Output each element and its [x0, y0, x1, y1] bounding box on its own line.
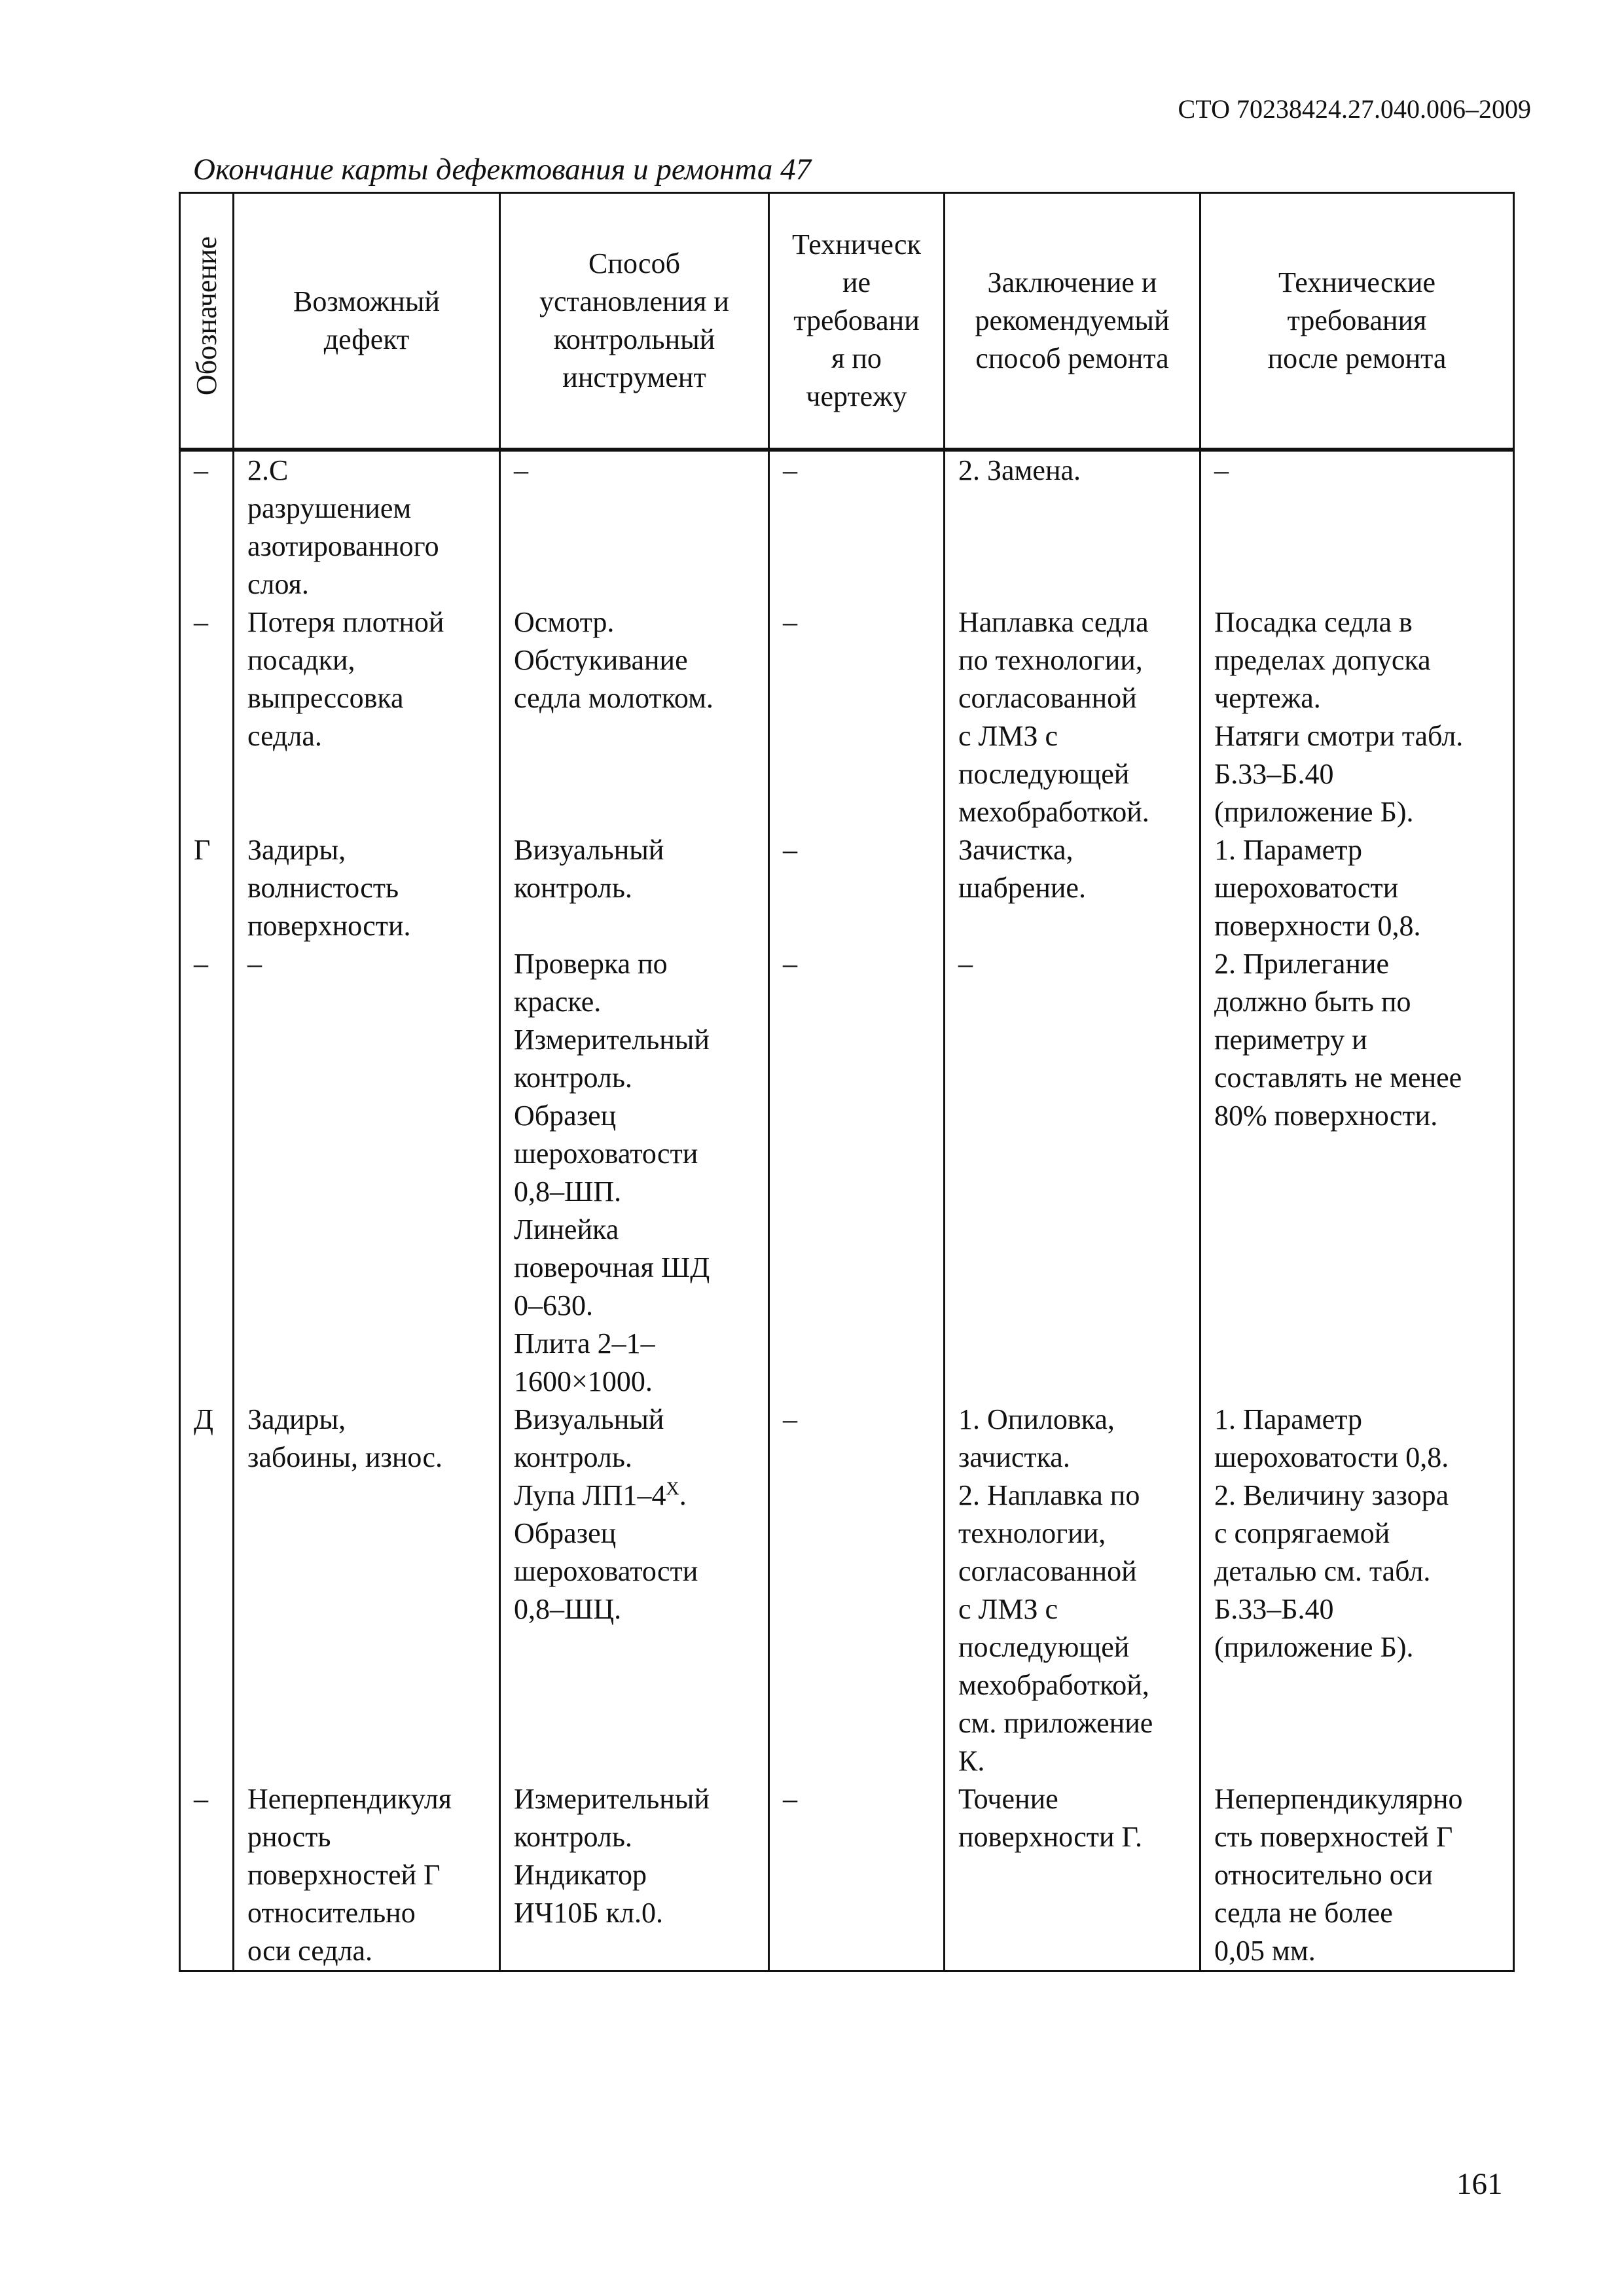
page-number: 161: [1456, 2167, 1503, 2201]
table-caption: Окончание карты дефектования и ремонта 47: [193, 152, 812, 187]
designation-cell: Г: [180, 831, 234, 945]
column-header-drawing-requirements: Техническ ие требовани я по чертежу: [769, 193, 945, 450]
document-code: СТО 70238424.27.040.006–2009: [1178, 94, 1531, 124]
table-row: [180, 603, 1514, 831]
drawing-requirements-cell: –: [769, 1780, 945, 1971]
column-header-defect: Возможный дефект: [234, 193, 500, 450]
conclusion-cell: Точение поверхности Г.: [945, 1780, 1200, 1971]
magnifier-line: Лупа $ЛП1-4^Х$.: [514, 1479, 687, 1511]
table-row: [180, 450, 1514, 603]
defect-cell: Задиры, волнистость поверхности.: [234, 831, 500, 945]
conclusion-cell: Наплавка седла по технологии, согласованной с ЛМЗ с последующей мехобработкой.: [945, 603, 1200, 831]
conclusion-cell: 1. Опиловка, зачистка. 2. Наплавка по технологии, согласованной с ЛМЗ с последующей мехобработкой, см. приложение К.: [945, 1401, 1200, 1780]
method-cell: –: [500, 450, 769, 603]
method-cell: Осмотр. Обстукивание седла молотком.: [500, 603, 769, 831]
defect-repair-table: [179, 192, 1515, 1972]
designation-cell: Д: [180, 1401, 234, 1780]
defect-cell: Задиры, забоины, износ.: [234, 1401, 500, 1780]
drawing-requirements-cell: –: [769, 945, 945, 1401]
designation-cell: –: [180, 603, 234, 831]
table-row: [180, 1780, 1514, 1971]
method-line: контроль.: [514, 1441, 632, 1473]
method-cell: Проверка по краске. Измерительный контроль. Образец шероховатости 0,8–ШП. Линейка поверочная ШД 0–630. Плита 2–1– 1600×1000.: [500, 945, 769, 1401]
designation-cell: –: [180, 1780, 234, 1971]
magnifier-superscript: Х: [666, 1479, 679, 1499]
defect-cell: Потеря плотной посадки, выпрессовка седла.: [234, 603, 500, 831]
column-header-designation: Обозначение: [180, 193, 234, 450]
designation-cell: –: [180, 450, 234, 603]
conclusion-cell: –: [945, 945, 1200, 1401]
after-repair-cell: Неперпендикулярно сть поверхностей Г относительно оси седла не более 0,05 мм.: [1200, 1780, 1514, 1971]
conclusion-cell: Зачистка, шабрение.: [945, 831, 1200, 945]
conclusion-cell: 2. Замена.: [945, 450, 1200, 603]
method-cell: Измерительный контроль. Индикатор ИЧ10Б кл.0.: [500, 1780, 769, 1971]
defect-cell: –: [234, 945, 500, 1401]
after-repair-cell: 1. Параметр шероховатости 0,8. 2. Величину зазора с сопрягаемой деталью см. табл. Б.33–Б.40 (приложение Б).: [1200, 1401, 1514, 1780]
method-cell: Визуальный контроль.: [500, 831, 769, 945]
column-header-after-repair-requirements: Технические требования после ремонта: [1200, 193, 1514, 450]
table-row: [180, 1401, 1514, 1780]
method-line: Визуальный: [514, 1403, 664, 1435]
method-cell: [500, 1401, 769, 1780]
column-header-conclusion: Заключение и рекомендуемый способ ремонта: [945, 193, 1200, 450]
designation-cell: –: [180, 945, 234, 1401]
drawing-requirements-cell: –: [769, 831, 945, 945]
column-header-method: Способ установления и контрольный инструмент: [500, 193, 769, 450]
magnifier-label: Лупа ЛП1–4: [514, 1479, 666, 1511]
defect-cell: 2.С разрушением азотированного слоя.: [234, 450, 500, 603]
drawing-requirements-cell: –: [769, 1401, 945, 1780]
table-header-row: [180, 193, 1514, 450]
method-line: Образец шероховатости 0,8–ШЦ.: [514, 1517, 698, 1625]
drawing-requirements-cell: –: [769, 603, 945, 831]
defect-cell: Неперпендикуля рность поверхностей Г относительно оси седла.: [234, 1780, 500, 1971]
after-repair-cell: –: [1200, 450, 1514, 603]
drawing-requirements-cell: –: [769, 450, 945, 603]
after-repair-cell: Посадка седла в пределах допуска чертежа. Натяги смотри табл. Б.33–Б.40 (приложение Б).: [1200, 603, 1514, 831]
after-repair-cell: 1. Параметр шероховатости поверхности 0,8. 2. Прилегание должно быть по периметру и составлять не менее 80% поверхности.: [1200, 831, 1514, 1401]
table-row: [180, 831, 1514, 945]
